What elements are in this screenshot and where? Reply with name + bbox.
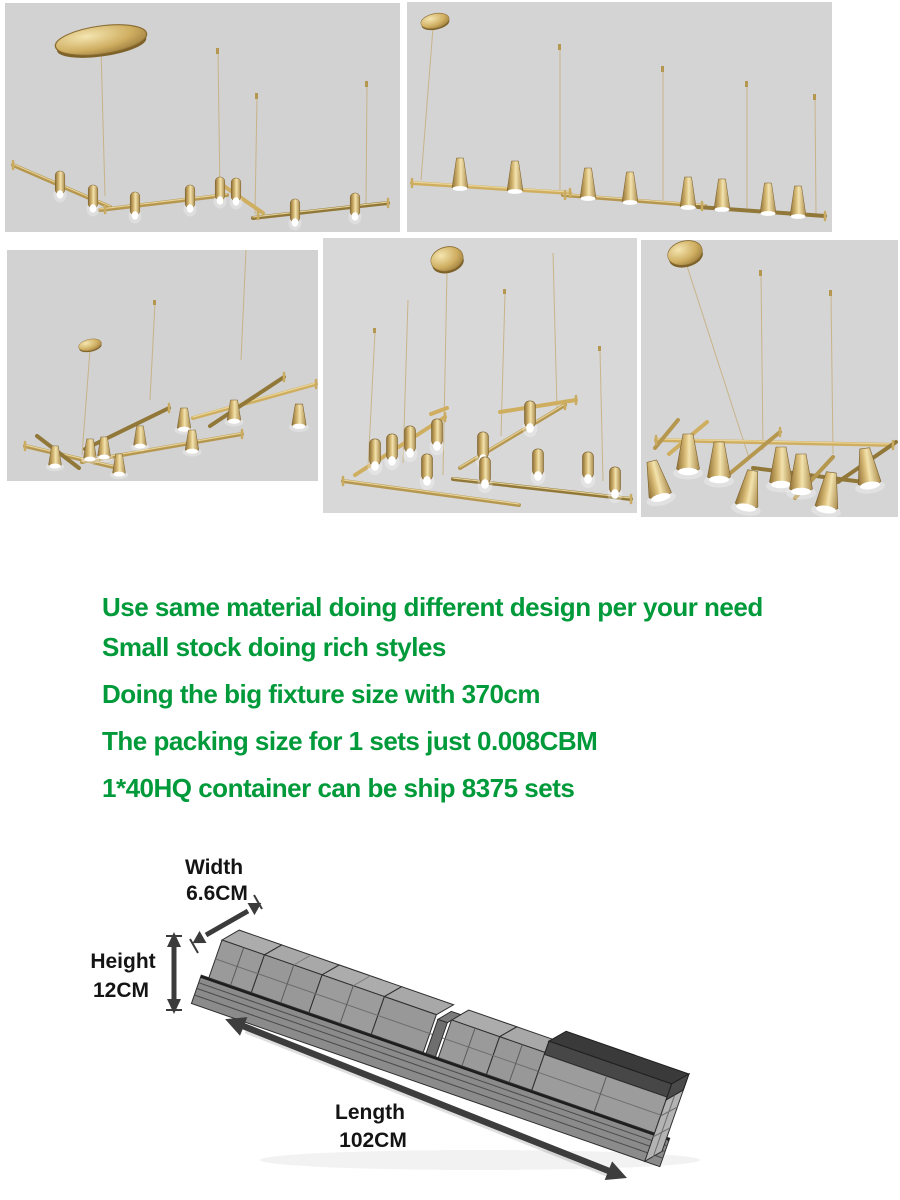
feature-line-2: Small stock doing rich styles — [102, 632, 446, 662]
feature-line-5: 1*40HQ container can be ship 8375 sets — [102, 773, 575, 803]
length-label: Length — [335, 1101, 405, 1124]
packing-box-diagram — [0, 830, 900, 1200]
product-photo-linear-cones — [407, 2, 832, 232]
height-value: 12CM — [92, 979, 150, 1002]
product-photo-zigzag-bar — [5, 3, 400, 232]
product-photo-crisscross-cones — [7, 250, 318, 481]
width-label: Width — [184, 856, 244, 879]
product-photo-crisscross-cylinders — [323, 238, 637, 513]
width-value: 6.6CM — [186, 882, 248, 905]
length-value: 102CM — [339, 1129, 407, 1152]
height-label: Height — [90, 950, 156, 973]
feature-line-1: Use same material doing different design per your need — [102, 592, 763, 622]
product-photo-crisscross-large-cones — [641, 240, 898, 517]
feature-line-3: Doing the big fixture size with 370cm — [102, 679, 541, 709]
feature-line-4: The packing size for 1 sets just 0.008CBM — [102, 726, 598, 756]
